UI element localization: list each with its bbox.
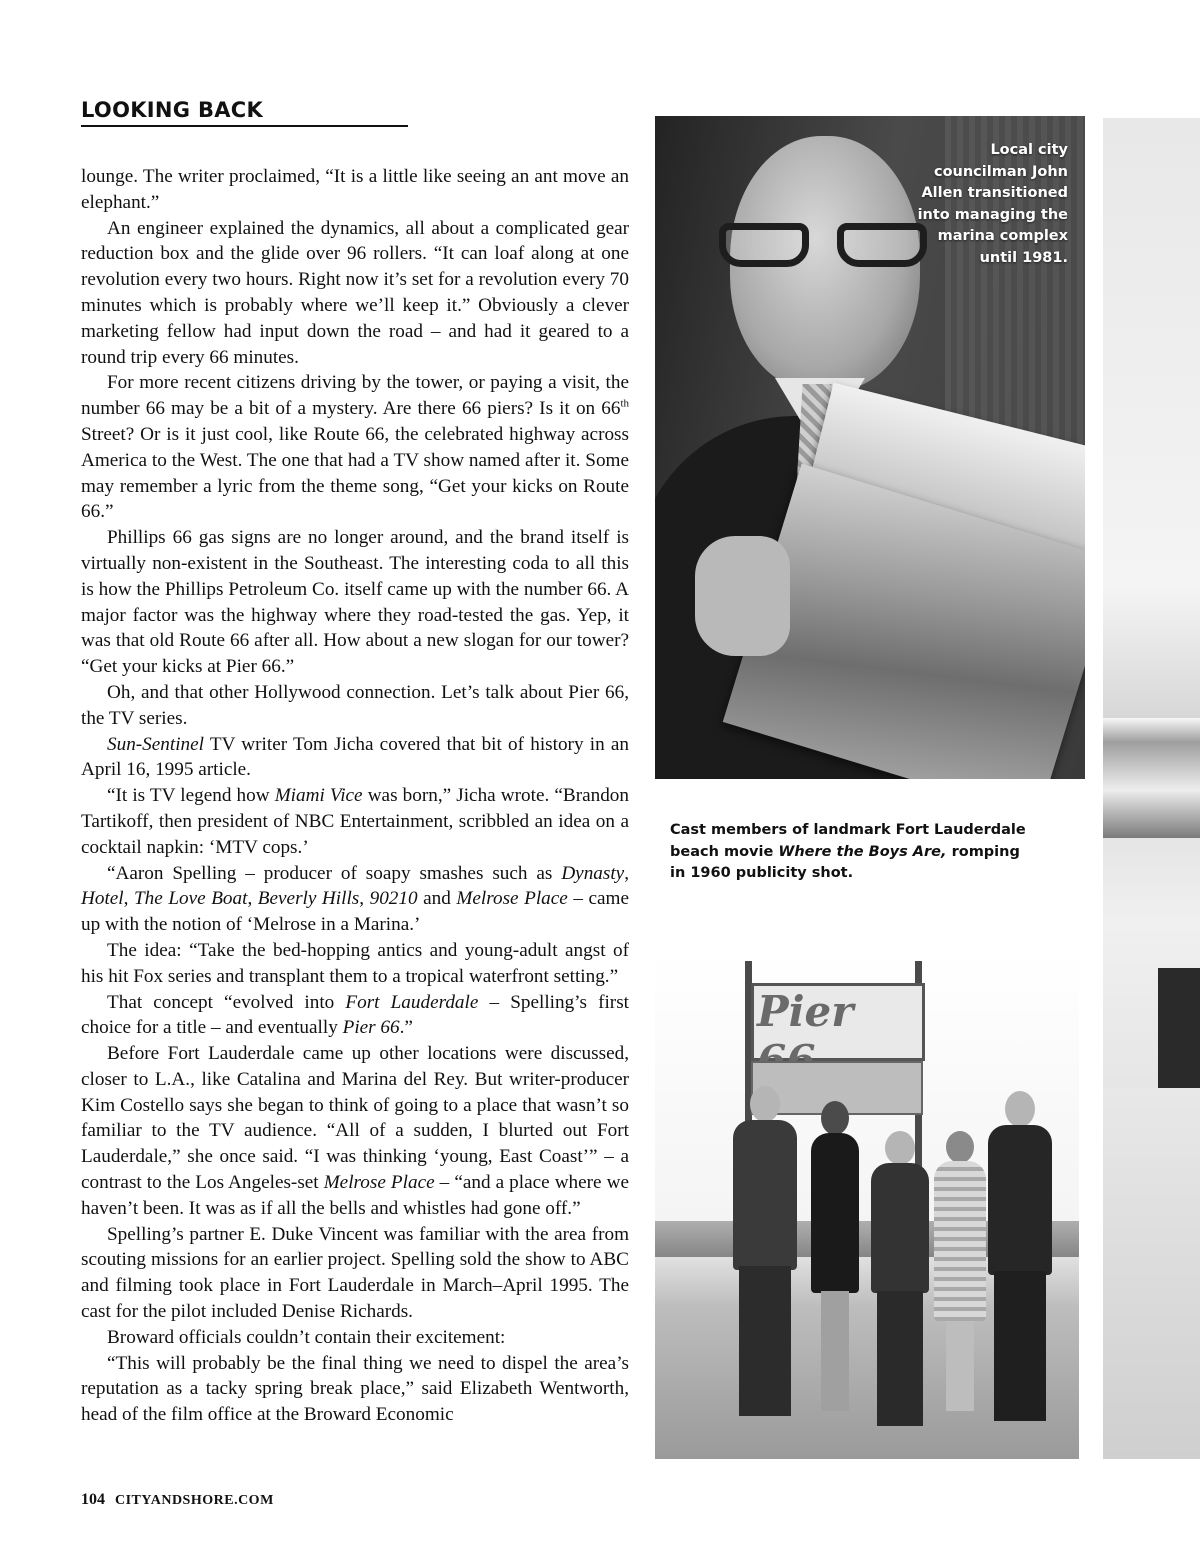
page-number: 104 [81, 1491, 105, 1508]
article-body [81, 164, 629, 1428]
cast-member [805, 1101, 865, 1421]
photo-hand [695, 536, 790, 656]
cast-member [980, 1091, 1060, 1431]
paragraph: An engineer explained the dynamics, all about a complicated gear reduction box and the glide over 96 rollers. “It can loaf along at one revolution every two hours. Right now it’s set for a revolution every 70 minutes which is probably where we’ll keep it.” Obviously a clever marketing fellow had input down the road – and had it geared to a round trip every 66 minutes. [81, 217, 629, 368]
paragraph: Phillips 66 gas signs are no longer around, and the brand itself is virtually non-existent in the Southeast. The interesting coda to all this is how the Phillips Petroleum Co. itself came up with the number 66. A major factor was the highway where they road-tested the gas. Yep, it was that old Route 66 after all. How about a new slogan for our tower? “Get your kicks at Pier 66.” [81, 527, 629, 678]
photo-dark-block [1158, 968, 1200, 1088]
cast-member [725, 1086, 805, 1426]
paragraph: That concept “evolved into Fort Lauderdale – Spelling’s first choice for a title – and eventually Pier 66.” [81, 991, 629, 1039]
paragraph: “This will probably be the final thing we need to dispel the area’s reputation as a tacky spring break place,” said Elizabeth Wentworth, head of the film office at the Broward Economic [81, 1352, 629, 1426]
paragraph: “It is TV legend how Miami Vice was born,” Jicha wrote. “Brandon Tartikoff, then president of NBC Entertainment, scribbled an idea on a cocktail napkin: ‘MTV cops.’ [81, 785, 629, 858]
cast-member [865, 1131, 935, 1431]
paragraph: The idea: “Take the bed-hopping antics and young-adult angst of his hit Fox series and transplant them to a tropical waterfront setting.” [81, 939, 629, 987]
paragraph: For more recent citizens driving by the tower, or paying a visit, the number 66 may be a bit of a mystery. Are there 66 piers? Is it on 66th Street? Or is it just cool, like Route 66, the celebrated highway across America to the West. The one that had a TV show named after it. Some may remember a lyric from the theme song, “Get your kicks on Route 66.” [81, 372, 629, 523]
paragraph: Spelling’s partner E. Duke Vincent was familiar with the area from scouting missions for an earlier project. Spelling sold the show to ABC and filming took place in Fort Lauderdale in March–April 1995. The cast for the pilot included Denise Richards. [81, 1223, 629, 1323]
photo-ground [1103, 1088, 1200, 1459]
page-footer [81, 1491, 274, 1509]
photo-john-allen [655, 116, 1085, 779]
paragraph: lounge. The writer proclaimed, “It is a little like seeing an ant move an elephant.” [81, 166, 629, 213]
photo-caption: Cast members of landmark Fort Lauderdale beach movie Where the Boys Are, romping in 1960 publicity shot. [670, 822, 1026, 881]
sign-text: Pier [757, 987, 854, 1036]
photo-block-cast [655, 803, 1079, 1459]
paragraph: Sun-Sentinel TV writer Tom Jicha covered that bit of history in an April 16, 1995 article. [81, 733, 629, 781]
section-header [81, 98, 408, 127]
photo-caption: Local city councilman John Allen transitioned into managing the marina complex until 1981. [917, 142, 1068, 266]
paragraph: Before Fort Lauderdale came up other locations were discussed, closer to L.A., like Catalina and Marina del Rey. But writer-producer Kim Costello says she began to think of going to a place that wasn’t so familiar to the TV audience. “All of a sudden, I blurted out Fort Lauderdale,” she once said. “I was thinking ‘young, East Coast’” – a contrast to the Los Angeles-set Melrose Place – “and a place where we haven’t been. It was as if all the bells and whistles had gone off.” [81, 1043, 630, 1219]
glasses-lens [719, 223, 809, 267]
photo-strip-right [1103, 118, 1200, 1459]
photo-building [1103, 718, 1200, 838]
paragraph: “Aaron Spelling – producer of soapy smashes such as Dynasty, Hotel, The Love Boat, Beverly Hills, 90210 and Melrose Place – came up with the notion of ‘Melrose in a Marina.’ [81, 862, 629, 936]
site-name: CITYANDSHORE.COM [115, 1493, 274, 1508]
paragraph: Oh, and that other Hollywood connection. Let’s talk about Pier 66, the TV series. [81, 681, 629, 729]
paragraph: Broward officials couldn’t contain their excitement: [107, 1326, 506, 1348]
section-title: LOOKING BACK [81, 98, 264, 122]
photo-cast-members [655, 951, 1079, 1459]
